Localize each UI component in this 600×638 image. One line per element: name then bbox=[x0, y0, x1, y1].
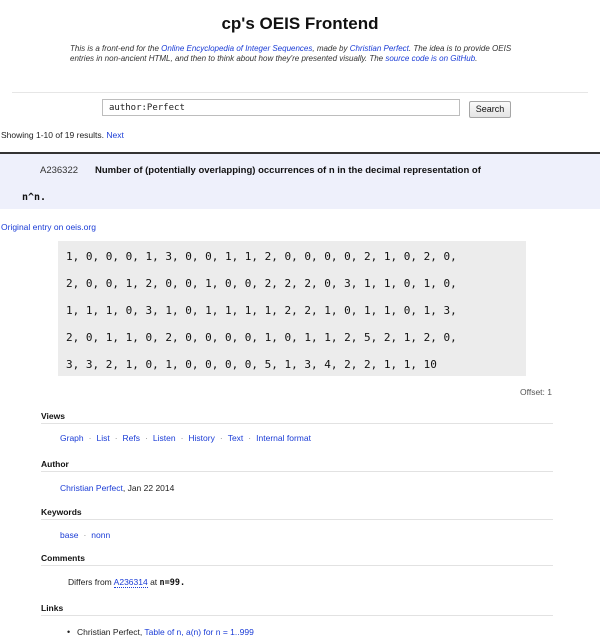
page-title: cp's OEIS Frontend bbox=[221, 14, 379, 33]
terms-line: 2, 0, 1, 1, 0, 2, 0, 0, 0, 0, 1, 0, 1, 1, 2, 5, 2, 1, 2, 0, bbox=[66, 331, 457, 344]
section-divider bbox=[41, 615, 553, 616]
links-list-item: Christian Perfect, Table of n, a(n) for n = 1..999 bbox=[77, 627, 254, 637]
search-button[interactable]: Search bbox=[469, 101, 511, 118]
terms-line: 1, 0, 0, 0, 1, 3, 0, 0, 1, 1, 2, 0, 0, 0, 0, 2, 1, 0, 2, 0, bbox=[66, 250, 457, 263]
sequence-offset: Offset: 1 bbox=[520, 387, 552, 397]
author-site-link[interactable]: Christian Perfect bbox=[349, 44, 409, 53]
author-date: , Jan 22 2014 bbox=[122, 483, 175, 493]
section-divider bbox=[41, 423, 553, 424]
github-source-link[interactable]: source code is on GitHub bbox=[385, 53, 476, 63]
view-text-link[interactable]: Text bbox=[227, 433, 244, 443]
links-heading: Links bbox=[41, 603, 64, 613]
sequence-header bbox=[0, 152, 600, 209]
section-divider bbox=[41, 471, 553, 472]
view-refs-link[interactable]: Refs bbox=[122, 433, 141, 443]
author-heading: Author bbox=[41, 459, 69, 469]
author-entry bbox=[60, 483, 174, 493]
intro-divider bbox=[12, 92, 588, 93]
sequence-name-continued: n^n. bbox=[22, 192, 47, 203]
view-listen-link[interactable]: Listen bbox=[152, 433, 176, 443]
section-divider bbox=[41, 565, 553, 566]
sequence-anumber: A236322 bbox=[40, 165, 79, 176]
comment-entry: Differs from A236314 at n=99. bbox=[68, 577, 186, 588]
oeis-link[interactable]: Online Encyclopedia of Integer Sequences bbox=[161, 44, 313, 53]
sequence-name: Number of (potentially overlapping) occurrences of n in the decimal representation of bbox=[95, 165, 481, 176]
original-entry-link[interactable]: Original entry on oeis.org bbox=[1, 222, 96, 232]
results-summary: Showing 1-10 of 19 results. Next bbox=[1, 130, 124, 140]
keyword-base-link[interactable]: base bbox=[60, 530, 79, 540]
terms-line: 2, 0, 0, 1, 2, 0, 0, 1, 0, 0, 2, 2, 2, 0, 3, 1, 1, 0, 1, 0, bbox=[66, 277, 457, 290]
comment-code: n=99. bbox=[159, 578, 186, 588]
keyword-nonn-link[interactable]: nonn bbox=[91, 530, 111, 540]
views-links: Graph · List · Refs · Listen · History · Text · Internal format bbox=[60, 433, 311, 443]
comments-heading: Comments bbox=[41, 553, 85, 563]
view-history-link[interactable]: History bbox=[188, 433, 215, 443]
view-internal-format-link[interactable]: Internal format bbox=[256, 433, 311, 443]
table-link[interactable]: Table of n, a(n) for n = 1..999 bbox=[144, 627, 254, 637]
terms-line: 1, 1, 1, 0, 3, 1, 0, 1, 1, 1, 1, 2, 2, 1, 0, 1, 1, 0, 1, 3, bbox=[66, 304, 457, 317]
next-page-link[interactable]: Next bbox=[106, 130, 124, 140]
terms-line: 3, 3, 2, 1, 0, 1, 0, 0, 0, 0, 5, 1, 3, 4, 2, 2, 1, 1, 10 bbox=[66, 358, 437, 371]
views-heading: Views bbox=[41, 411, 65, 421]
keywords-heading: Keywords bbox=[41, 507, 82, 517]
list-bullet: • bbox=[67, 627, 71, 637]
view-list-link[interactable]: List bbox=[96, 433, 110, 443]
intro-text: This is a front-end for the Online Encyclopedia of Integer Sequences, made by Christian Perfect. The idea is to provide OEIS entries in non-ancient HTML, and then to think about how they're presented visually. The source code is on GitHub. bbox=[70, 44, 512, 63]
keywords-links: base · nonn bbox=[60, 530, 111, 540]
author-name-link[interactable]: Christian Perfect bbox=[60, 483, 123, 493]
sequence-ref-link[interactable]: A236314 bbox=[113, 577, 148, 587]
section-divider bbox=[41, 519, 553, 520]
search-input[interactable] bbox=[102, 99, 460, 116]
sequence-terms bbox=[58, 241, 526, 376]
view-graph-link[interactable]: Graph bbox=[60, 433, 84, 443]
